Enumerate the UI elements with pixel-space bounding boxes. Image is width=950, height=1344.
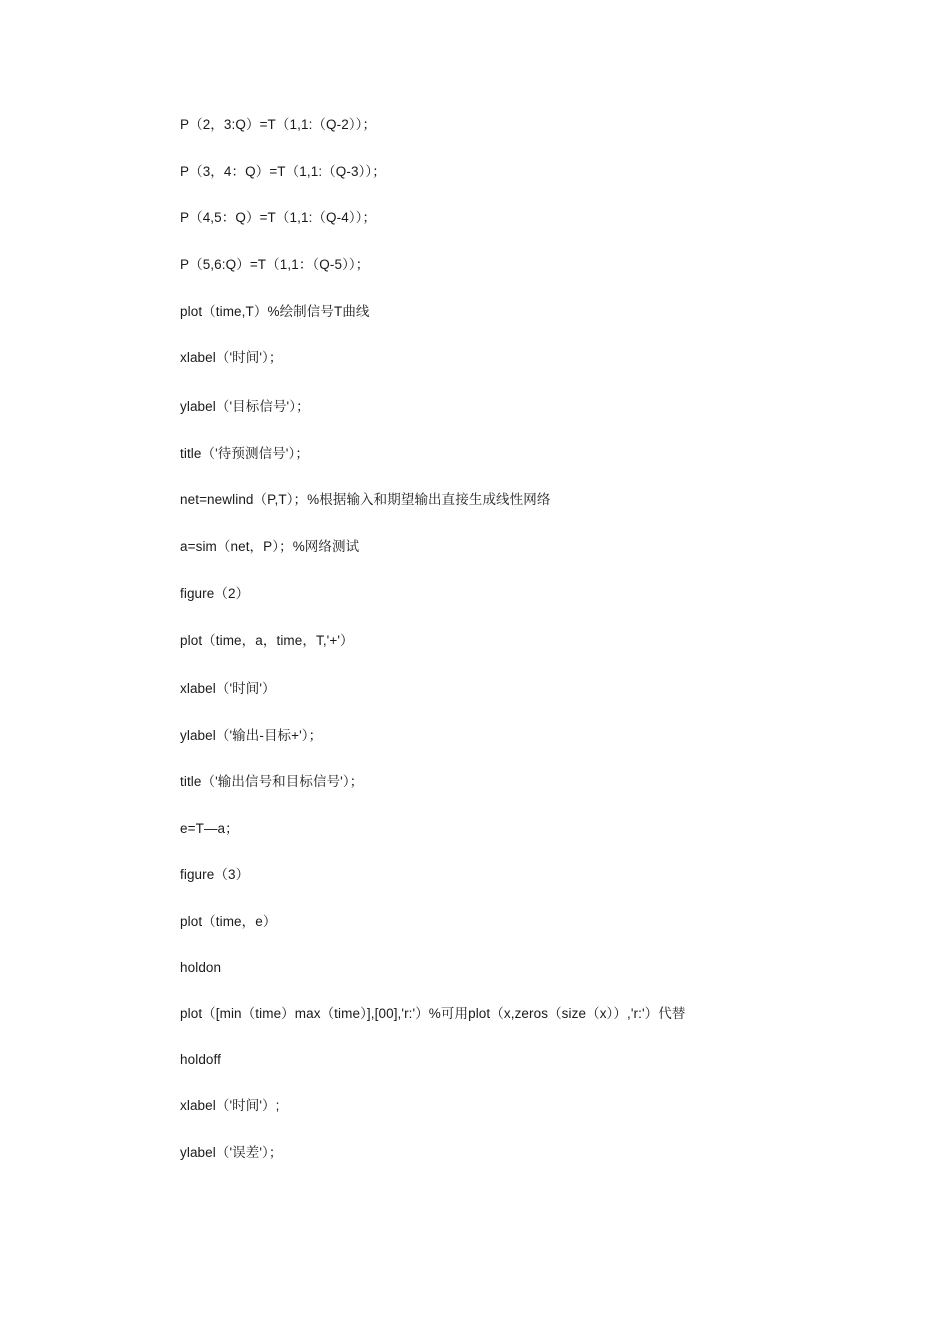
code-line: P（4,5：Q）=T（1,1:（Q-4））； — [180, 210, 377, 225]
code-line: holdoff — [180, 1052, 221, 1067]
code-line: P（5,6:Q）=T（1,1：（Q-5））； — [180, 257, 370, 272]
code-line: title（'待预测信号'）； — [180, 446, 309, 461]
code-line: a=sim（net，P）；%网络测试 — [180, 539, 360, 554]
code-line: plot（time，a，time，T,'+'） — [180, 633, 354, 648]
code-line: xlabel（'时间'） — [180, 681, 276, 696]
code-line: figure（3） — [180, 867, 250, 882]
code-line: plot（time,T）%绘制信号T曲线 — [180, 304, 370, 319]
code-line: holdon — [180, 960, 222, 975]
code-line: ylabel（'输出-目标+'）； — [180, 728, 323, 743]
code-line: P（3，4：Q）=T（1,1:（Q-3））； — [180, 164, 386, 179]
code-line: e=T—a； — [180, 821, 239, 836]
code-line: ylabel（'误差'）； — [180, 1145, 283, 1160]
code-line: xlabel（'时间'）; — [180, 1098, 280, 1113]
code-line: net=newlind（P,T）；%根据输入和期望输出直接生成线性网络 — [180, 492, 551, 507]
code-line: plot（time，e） — [180, 914, 277, 929]
code-line: figure（2） — [180, 586, 250, 601]
code-line: ylabel（'目标信号'）； — [180, 399, 310, 414]
code-line: xlabel（'时间'）； — [180, 350, 283, 365]
code-line: title（'输出信号和目标信号'）； — [180, 774, 364, 789]
code-line: P（2，3:Q）=T（1,1:（Q-2））； — [180, 117, 377, 132]
code-line: plot（[min（time）max（time）],[00],'r:'）%可用plot（x,zeros（size（x））,'r:'）代替 — [180, 1006, 686, 1021]
